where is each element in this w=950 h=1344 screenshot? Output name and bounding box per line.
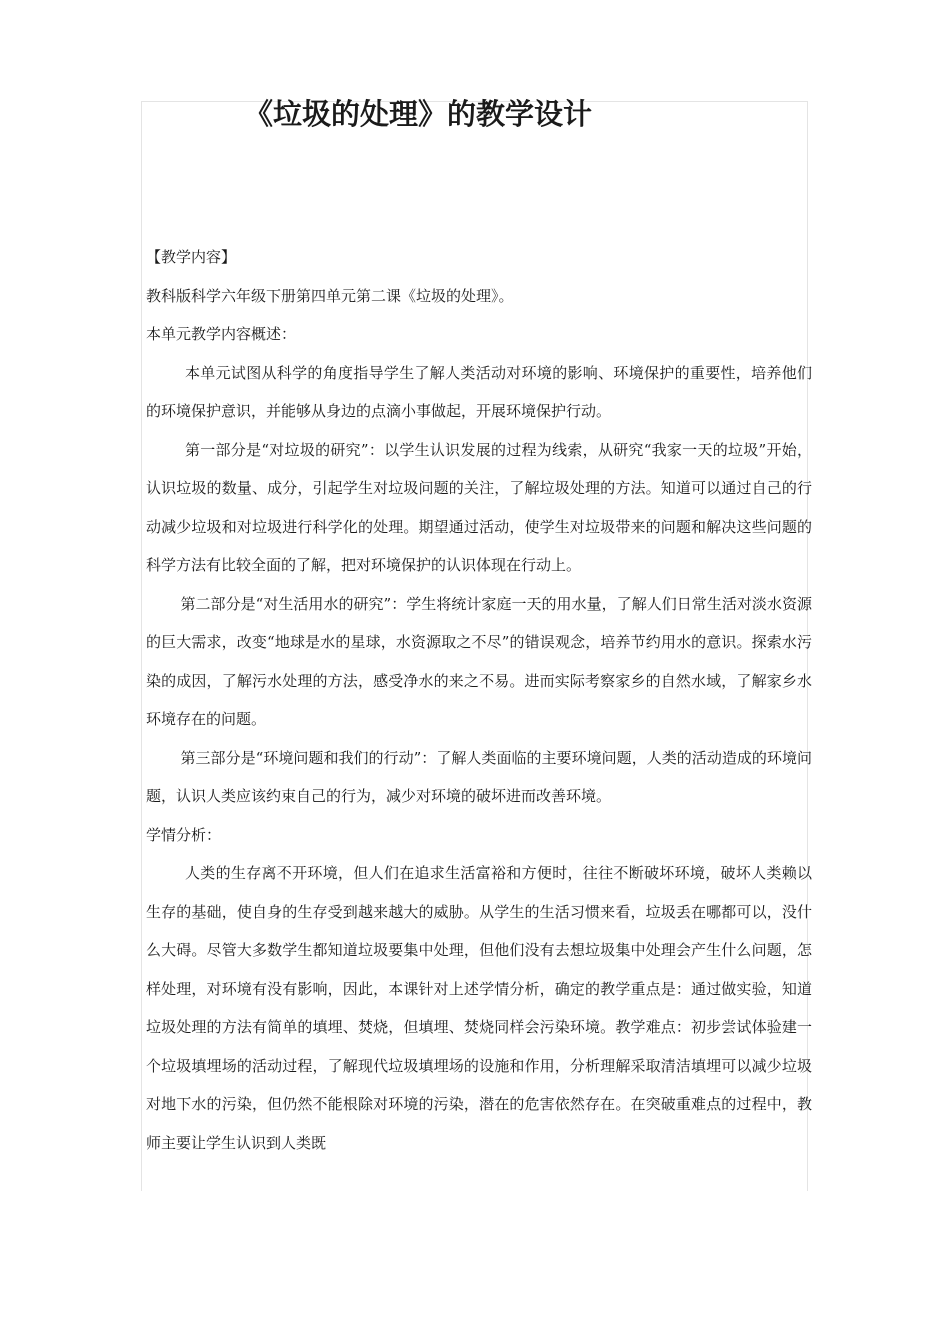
overview-heading: 本单元教学内容概述： <box>146 325 297 343</box>
course-line: 教科版科学六年级下册第四单元第二课《垃圾的处理》。 <box>146 286 514 305</box>
part2-paragraph: 第二部分是“对生活用水的研究”：学生将统计家庭一天的用水量，了解人们日常生活对淡水资源的巨大需求，改变“地球是水的星球，水资源取之不尽”的错误观念，培养节约用水的意识。探索水污染的成因，了解污水处理的方法，感受净水的来之不易。进而实际考察家乡的自然水域，了解家乡水环境存在的问题。 <box>146 594 812 728</box>
part3-paragraph: 第三部分是“环境问题和我们的行动”：了解人类面临的主要环境问题，人类的活动造成的环境问题，认识人类应该约束自己的行为，减少对环境的破坏进而改善环境。 <box>146 748 812 805</box>
analysis-paragraph: 人类的生存离不开环境，但人们在追求生活富裕和方便时，往往不断破坏环境，破坏人类赖以生存的基础，使自身的生存受到越来越大的威胁。从学生的生活习惯来看，垃圾丢在哪都可以，没什么大碍。尽管大多数学生都知道垃圾要集中处理，但他们没有去想垃圾集中处理会产生什么问题，怎样处理，对环境有没有影响，因此，本课针对上述学情分析，确定的教学重点是：通过做实验，知道垃圾处理的方法有简单的填埋、焚烧，但填埋、焚烧同样会污染环境。教学难点：初步尝试体验建一个垃圾填埋场的活动过程，了解现代垃圾填埋场的设施和作用，分析理解采取清洁填埋可以减少垃圾对地下水的污染，但仍然不能根除对环境的污染，潜在的危害依然存在。在突破重难点的过程中，教师主要让学生认识到人类既 <box>146 864 812 1152</box>
document-body <box>146 238 812 1162</box>
part1-paragraph: 第一部分是“对垃圾的研究”：以学生认识发展的过程为线索，从研究“我家一天的垃圾”开始，认识垃圾的数量、成分，引起学生对垃圾问题的关注，了解垃圾处理的方法。知道可以通过自己的行动减少垃圾和对垃圾进行科学化的处理。期望通过活动，使学生对垃圾带来的问题和解决这些问题的科学方法有比较全面的了解，把对环境保护的认识体现在行动上。 <box>146 440 812 574</box>
overview-paragraph: 本单元试图从科学的角度指导学生了解人类活动对环境的影响、环境保护的重要性，培养他们的环境保护意识，并能够从身边的点滴小事做起，开展环境保护行动。 <box>146 363 812 420</box>
section-heading-teaching-content: 【教学内容】 <box>146 248 237 266</box>
analysis-heading: 学情分析： <box>146 825 222 844</box>
document-title: 《垃圾的处理》的教学设计 <box>244 97 593 131</box>
